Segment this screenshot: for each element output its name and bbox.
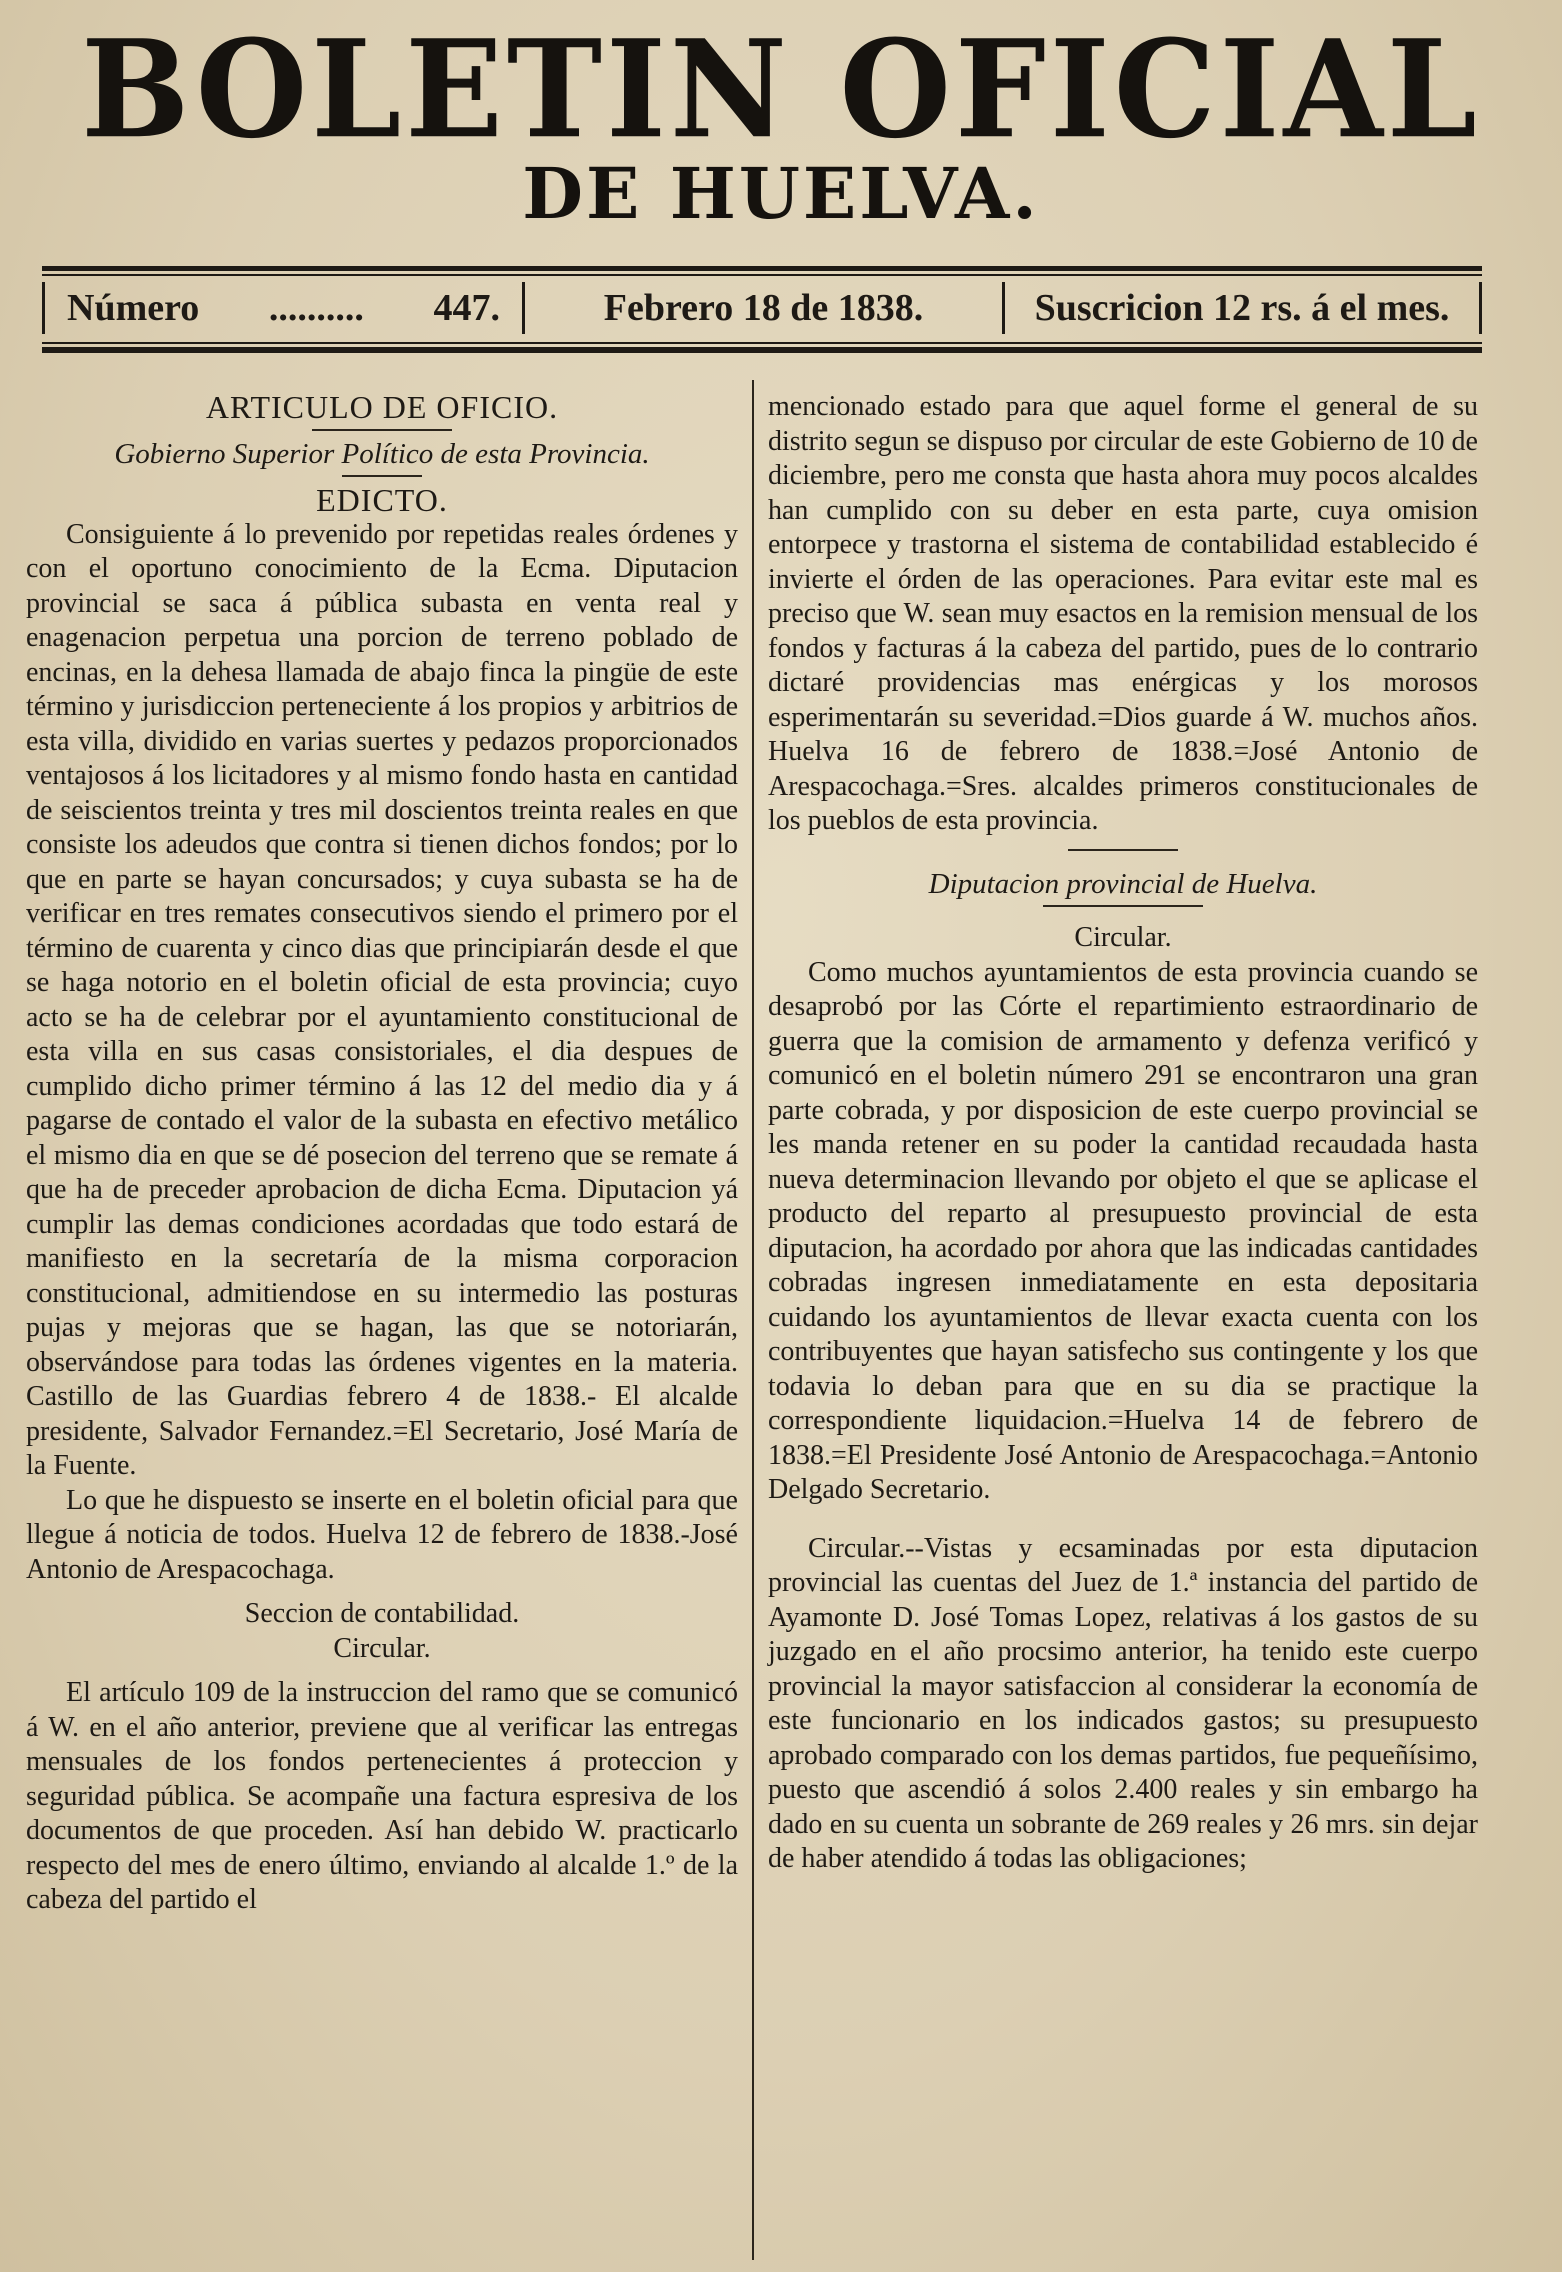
edicto-closing: Lo que he dispuesto se inserte en el boletin oficial para que llegue á noticia de todos. Huelva 12 de febrero de 1838.-José Antonio de Arespacochaga. xyxy=(26,1484,738,1585)
subsection-rule xyxy=(342,475,422,477)
edicto-title: EDICTO. xyxy=(316,482,448,518)
circular-continuation: mencionado estado para que aquel forme el general de su distrito segun se dispuso por circular de este Gobierno de 10 de diciembre, pero me consta que hasta ahora muy pocos alcaldes han cumplido con su deber en esta parte, cuya omision entorpece y trastorna el sistema de contabilidad establecido é invierte el órden de las operaciones. Para evitar este mal es preciso que W. sean muy esactos en la remision mensual de los fondos y facturas á la cabeza del partido, pues de lo contrario dictaré providencias mas enérgicas y los morosos esperimentarán su severidad.=Dios guarde á W. muchos años. Huelva 16 de febrero de 1838.=José Antonio de Arespacochaga.=Sres. alcaldes primeros constitucionales de los pueblos de esta provincia. xyxy=(768,391,1478,836)
newspaper-subtitle: DE HUELVA. xyxy=(522,152,1040,235)
circular-body-right: Como muchos ayuntamientos de esta provincia cuando se desaprobó por las Córte el repartimiento estraordinario de guerra que la comision de armamento y defenza verificó y comunicó en el boletin número 291 se encontraron una gran parte cobrada, y por disposicion de este cuerpo provincial se les manda retener en su poder la cantidad recaudada hasta nueva determinacion llevando por objeto el que se aplicase el producto del reparto al presupuesto provincial de esta diputacion, ha acordado por ahora que las indicadas cantidades cobradas ingresen inmediatamente en esta depositaria cuidando los ayuntamientos de llevar exacta cuenta con los contribuyentes que hayan satisfecho sus contingente y los que todavia lo deban para que en su dia se practique la correspondiente liquidacion.=Huelva 14 de febrero de 1838.=El Presidente José Antonio de Arespacochaga.=Antonio Delgado Secretario. xyxy=(768,956,1478,1505)
left-column xyxy=(26,390,738,1918)
right-column xyxy=(768,390,1478,1877)
section-rule xyxy=(312,429,452,431)
circular-body-left: El artículo 109 de la instruccion del ramo que se comunicó á W. en el año anterior, previene que al verificar las entregas mensuales de los fondos pertenecientes á proteccion y seguridad pública. Se acompañe una factura espresiva de los documentos de que proceden. Así han debido W. practicarlo respecto del mes de enero último, enviando al alcalde 1.º de la cabeza del partido el xyxy=(26,1677,738,1915)
issue-number-dots: .......... xyxy=(268,287,364,329)
issue-info-bar xyxy=(42,278,1482,338)
top-rule-thin xyxy=(42,274,1482,276)
circular-title-right: Circular. xyxy=(1074,922,1172,953)
circular-second-body: Circular.--Vistas y ecsaminadas por esta diputacion provincial las cuentas del Juez de 1.ª instancia del partido de Ayamonte D. José Tomas Lopez, relativas á los gastos de su juzgado en el año procsimo anterior, ha tenido este cuerpo provincial la mayor satisfaccion al considerar la economía de este funcionario en los indicados gastos; su presupuesto aprobado comparado con los demas partidos, fue pequeñísimo, puesto que ascendió á solos 2.400 reales y sin embargo ha dado en su cuenta un sobrante de 269 reales y 26 mrs. sin dejar de haber atendido á todas las obligaciones; xyxy=(768,1532,1478,1874)
seccion-title: Seccion de contabilidad. xyxy=(244,1598,520,1629)
column-divider xyxy=(752,380,754,2260)
edicto-body: Consiguiente á lo prevenido por repetidas reales órdenes y con el oportuno conocimiento de la Ecma. Diputacion provincial se saca á pública subasta en venta real y enagenacion perpetua una porcion de terreno poblado de encinas, en la dehesa llamada de abajo finca la pingüe de este término y jurisdiccion perteneciente á los propios y arbitrios de esta villa, dividido en varias suertes y pedazos proporcionados ventajosos á los licitadores y al mismo fondo hasta en cantidad de seiscientos treinta y tres mil doscientos treinta reales en que consiste los adeudos que contra si tienen dichos fondos; por lo que en parte se hayan concursados; y cuya subasta se ha de verificar en tres remates consecutivos siendo el primero por el término de cuarenta y cinco dias que principiarán desde el que se haga notorio en el boletin oficial de esta provincia; cuyo acto se ha de celebrar por el ayuntamiento constitucional de esta villa en sus casas consistoriales, el dia despues de cumplido dicho primer término á las 12 del medio dia y á pagarse de contado el valor de la subasta en efectivo metálico el mismo dia en que se dé posecion del terreno que se remate á que ha de preceder aprobacion de dicha Ecma. Diputacion yá cumplir las demas condiciones acordadas que todo estará de manifiesto en la secretaría de la misma corporacion constitucional, admitiendose en su intermedio las posturas pujas y mejoras que se hagan, las que se notoriarán, observándose para todas las órdenes vigentes en la materia. Castillo de las Guardias febrero 4 de 1838.- El alcalde presidente, Salvador Fernandez.=El Secretario, José María de la Fuente. xyxy=(26,518,738,1481)
newspaper-title: BOLETIN OFICIAL xyxy=(81,11,1481,169)
issue-number-label: Número xyxy=(67,287,200,329)
bottom-rule-thin xyxy=(42,342,1482,344)
subscription-price: Suscricion 12 rs. á el mes. xyxy=(1002,282,1482,334)
section-title: ARTICULO DE OFICIO. xyxy=(205,389,559,425)
circular-title-left: Circular. xyxy=(333,1632,431,1664)
subsection-title: Gobierno Superior Político de esta Provincia. xyxy=(114,437,650,470)
issue-date: Febrero 18 de 1838. xyxy=(522,282,1002,334)
issue-number-value: 447. xyxy=(433,287,500,329)
masthead xyxy=(0,11,1562,235)
separator-rule xyxy=(1068,849,1178,851)
bottom-rule xyxy=(42,347,1482,353)
diputacion-title: Diputacion provincial de Huelva. xyxy=(928,867,1318,900)
diputacion-rule xyxy=(1043,905,1203,907)
top-rule xyxy=(42,266,1482,271)
issue-number xyxy=(42,282,522,334)
